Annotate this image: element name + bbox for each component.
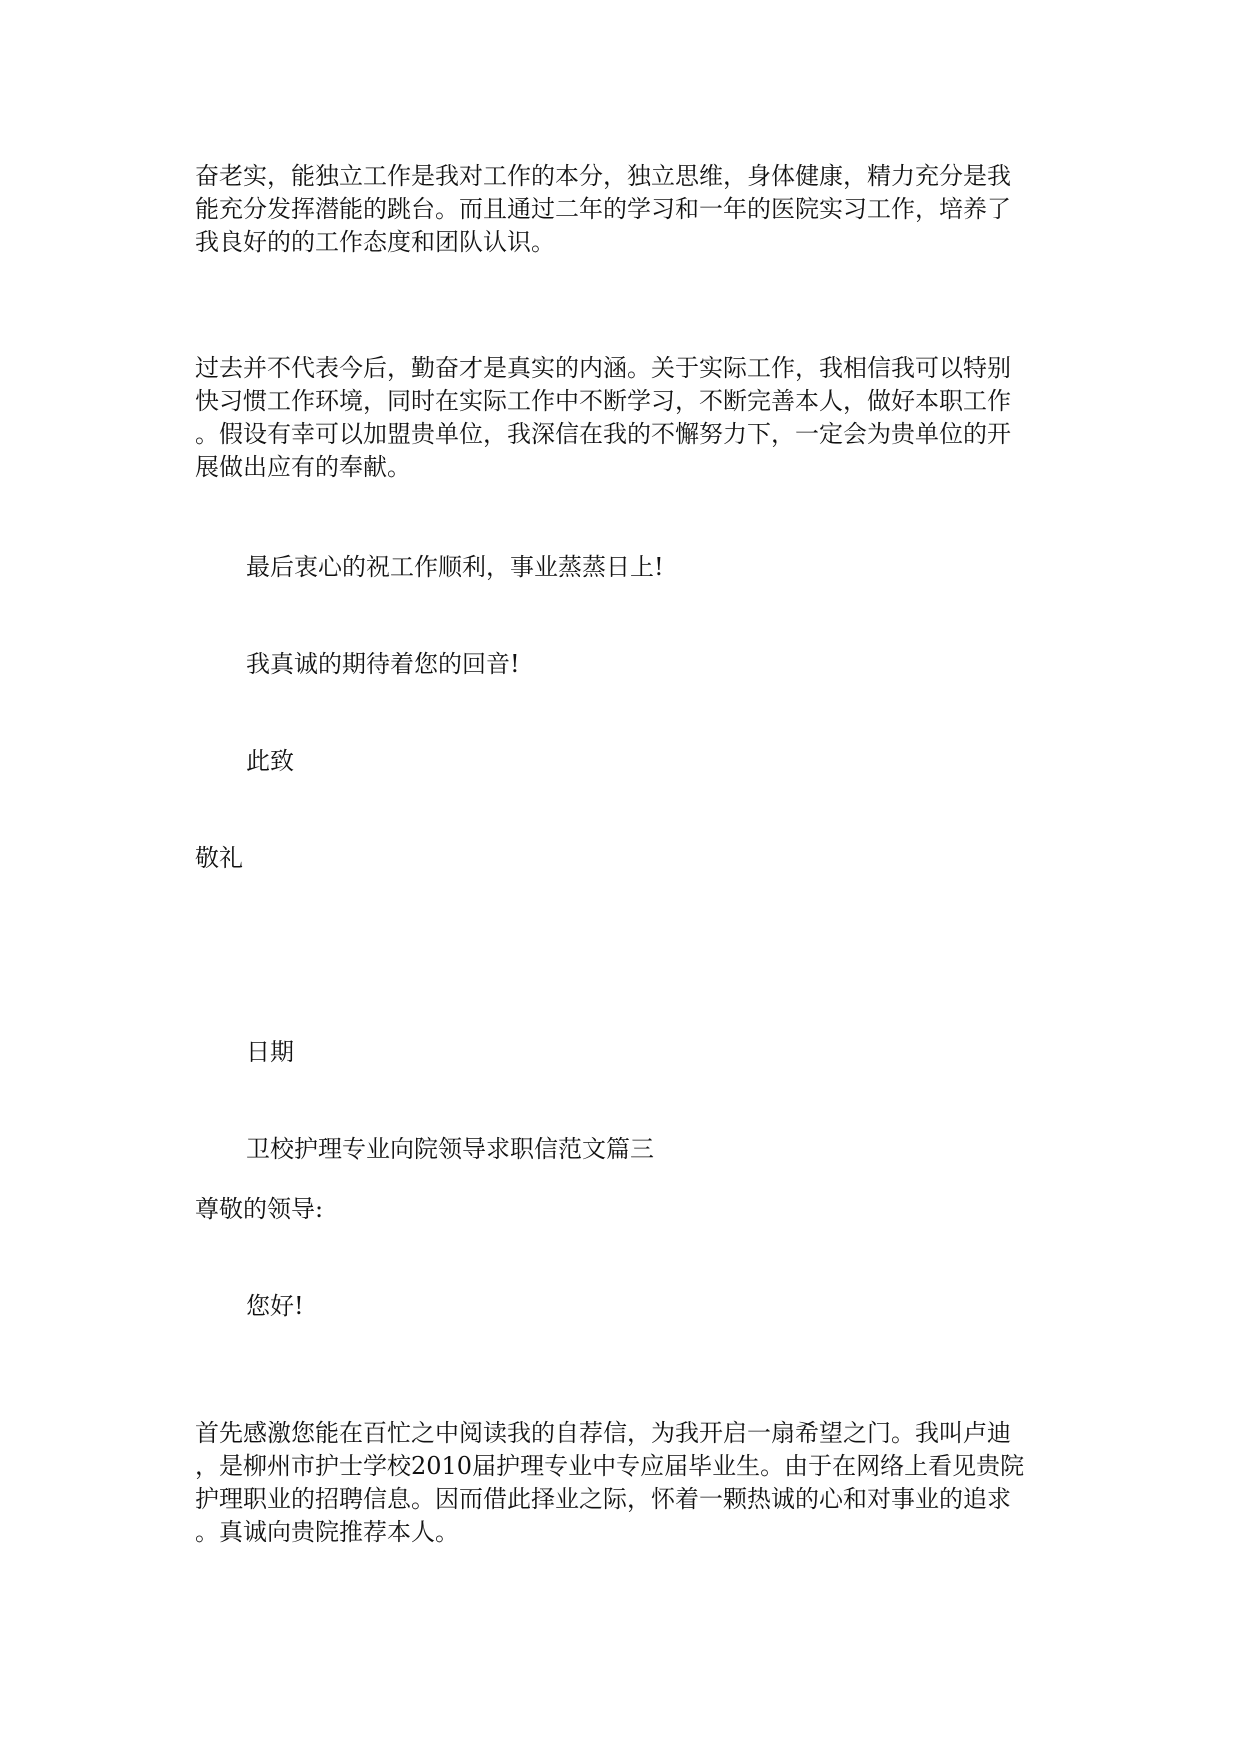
- text-line: 。假设有幸可以加盟贵单位，我深信在我的不懈努力下，一定会为贵单位的开: [195, 420, 1011, 448]
- closing-jingli: 敬礼: [195, 844, 243, 872]
- text-line: 过去并不代表今后，勤奋才是真实的内涵。关于实际工作，我相信我可以特别: [195, 354, 1011, 382]
- text-line: 展做出应有的奉献。: [195, 453, 411, 481]
- text-line: 我良好的的工作态度和团队认识。: [195, 228, 555, 256]
- text-line: 。真诚向贵院推荐本人。: [195, 1518, 459, 1546]
- text-line: 奋老实，能独立工作是我对工作的本分，独立思维，身体健康，精力充分是我: [195, 162, 1011, 190]
- closing-await: 我真诚的期待着您的回音!: [246, 650, 520, 678]
- text-line: 护理职业的招聘信息。因而借此择业之际，怀着一颗热诚的心和对事业的追求: [195, 1485, 1011, 1513]
- salutation: 尊敬的领导:: [195, 1195, 324, 1223]
- closing-cizhi: 此致: [246, 747, 294, 775]
- text-line: 快习惯工作环境，同时在实际工作中不断学习，不断完善本人，做好本职工作: [195, 387, 1011, 415]
- closing-wish: 最后衷心的祝工作顺利，事业蒸蒸日上!: [246, 553, 664, 581]
- greeting: 您好!: [246, 1292, 304, 1320]
- date-label: 日期: [246, 1038, 294, 1066]
- text-line: 首先感激您能在百忙之中阅读我的自荐信，为我开启一扇希望之门。我叫卢迪: [195, 1419, 1011, 1447]
- text-line: ，是柳州市护士学校2010届护理专业中专应届毕业生。由于在网络上看见贵院: [195, 1452, 1025, 1480]
- section-title: 卫校护理专业向院领导求职信范文篇三: [246, 1135, 654, 1163]
- text-line: 能充分发挥潜能的跳台。而且通过二年的学习和一年的医院实习工作，培养了: [195, 195, 1011, 223]
